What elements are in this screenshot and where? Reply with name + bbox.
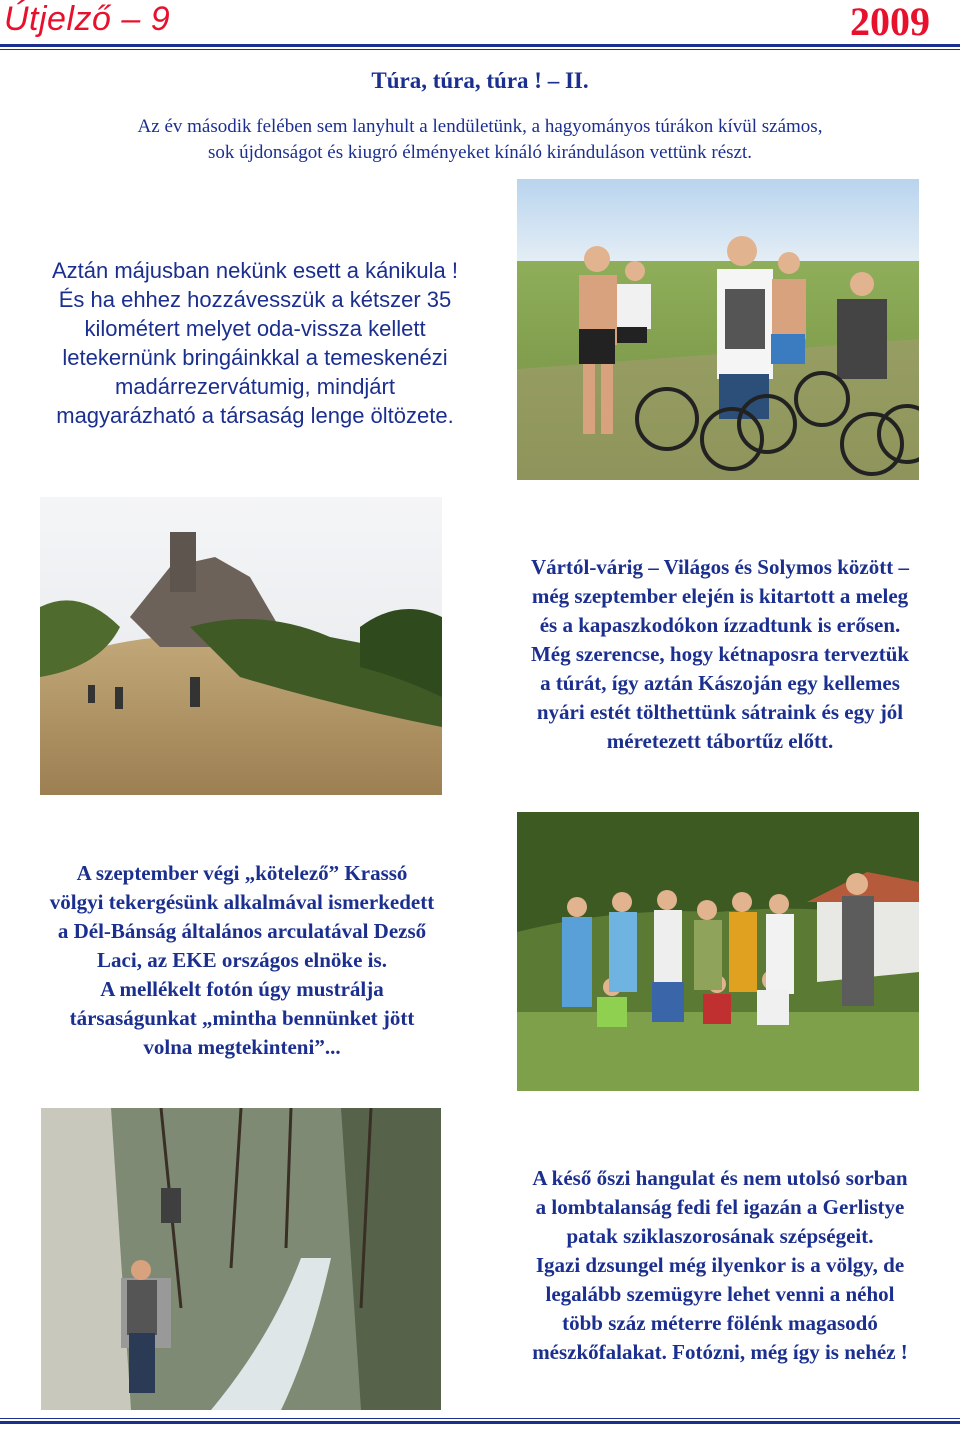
- text-line: társaságunkat „mintha bennünket jött: [69, 1006, 415, 1030]
- text-line: Aztán májusban nekünk esett a kánikula !: [51, 258, 459, 283]
- text-line: Laci, az EKE országos elnöke is.: [97, 948, 387, 972]
- text-line: legalább szemügyre lehet venni a néhol: [545, 1282, 895, 1306]
- text-line: a lombtalanság fedi fel igazán a Gerlistye: [535, 1195, 905, 1219]
- text-line: madárrezervátumig, mindjárt: [115, 374, 395, 399]
- text-line: A mellékelt fotón úgy mustrálja: [100, 977, 384, 1001]
- cyclists-photo: [517, 179, 919, 480]
- text-line: még szeptember elején is kitartott a meleg: [531, 584, 909, 608]
- intro-line: sok újdonságot és kiugró élményeket kínáló kiránduláson vettünk részt.: [207, 142, 753, 163]
- text-line: kilométert melyet oda-vissza kellett: [84, 316, 426, 341]
- text-line: nyári estét tölthettünk sátraink és egy jól: [536, 700, 904, 724]
- footer-rule-thick: [0, 1421, 960, 1424]
- gorge-photo: [41, 1108, 441, 1410]
- text-line: mészkőfalakat. Fotózni, még így is nehéz !: [532, 1340, 908, 1364]
- article-title: Túra, túra, túra ! – II.: [371, 68, 589, 93]
- group-photo: [517, 812, 919, 1091]
- footer-rule-thin: [0, 1418, 960, 1419]
- text-line: letekernünk bringáinkkal a temeskenézi: [62, 345, 448, 370]
- article-intro: [40, 114, 920, 166]
- publication-year: 2009: [850, 0, 930, 44]
- text-line: A szeptember végi „kötelező” Krassó: [76, 861, 408, 885]
- text-line: több száz méterre fölénk magasodó: [562, 1311, 878, 1335]
- text-line: a túrát, így aztán Kászoján egy kellemes: [540, 671, 900, 695]
- text-line: A késő őszi hangulat és nem utolsó sorban: [532, 1166, 908, 1190]
- intro-line: Az év második felében sem lanyhult a lendületünk, a hagyományos túrákon kívül számos,: [137, 116, 823, 137]
- text-line: patak sziklaszorosának szépségeit.: [566, 1224, 874, 1248]
- text-line: És ha ehhez hozzávesszük a kétszer 35: [58, 287, 452, 312]
- section-group-text: [6, 859, 478, 1062]
- text-line: Igazi dzsungel még ilyenkor is a völgy, de: [535, 1253, 905, 1277]
- text-line: Még szerencse, hogy kétnaposra terveztük: [530, 642, 910, 666]
- text-line: Vártól-várig – Világos és Solymos között –: [531, 555, 909, 579]
- text-line: magyarázható a társaság lenge öltözete.: [56, 403, 454, 428]
- section-castle-text: [484, 553, 956, 756]
- castle-ruin-photo: [40, 497, 442, 795]
- text-line: volna megtekinteni”...: [143, 1035, 341, 1059]
- text-line: a Dél-Bánság általános arculatával Dezső: [57, 919, 427, 943]
- section-cycling-text: [8, 256, 502, 430]
- text-line: és a kapaszkodókon ízzadtunk is erősen.: [539, 613, 901, 637]
- section-gorge-text: [484, 1164, 956, 1367]
- publication-title: Útjelző – 9: [4, 0, 171, 38]
- text-line: völgyi tekergésünk alkalmával ismerkedett: [49, 890, 435, 914]
- header-rule-thick: [0, 44, 960, 47]
- header-rule-thin: [0, 49, 960, 50]
- text-line: méretezett tábortűz előtt.: [606, 729, 834, 753]
